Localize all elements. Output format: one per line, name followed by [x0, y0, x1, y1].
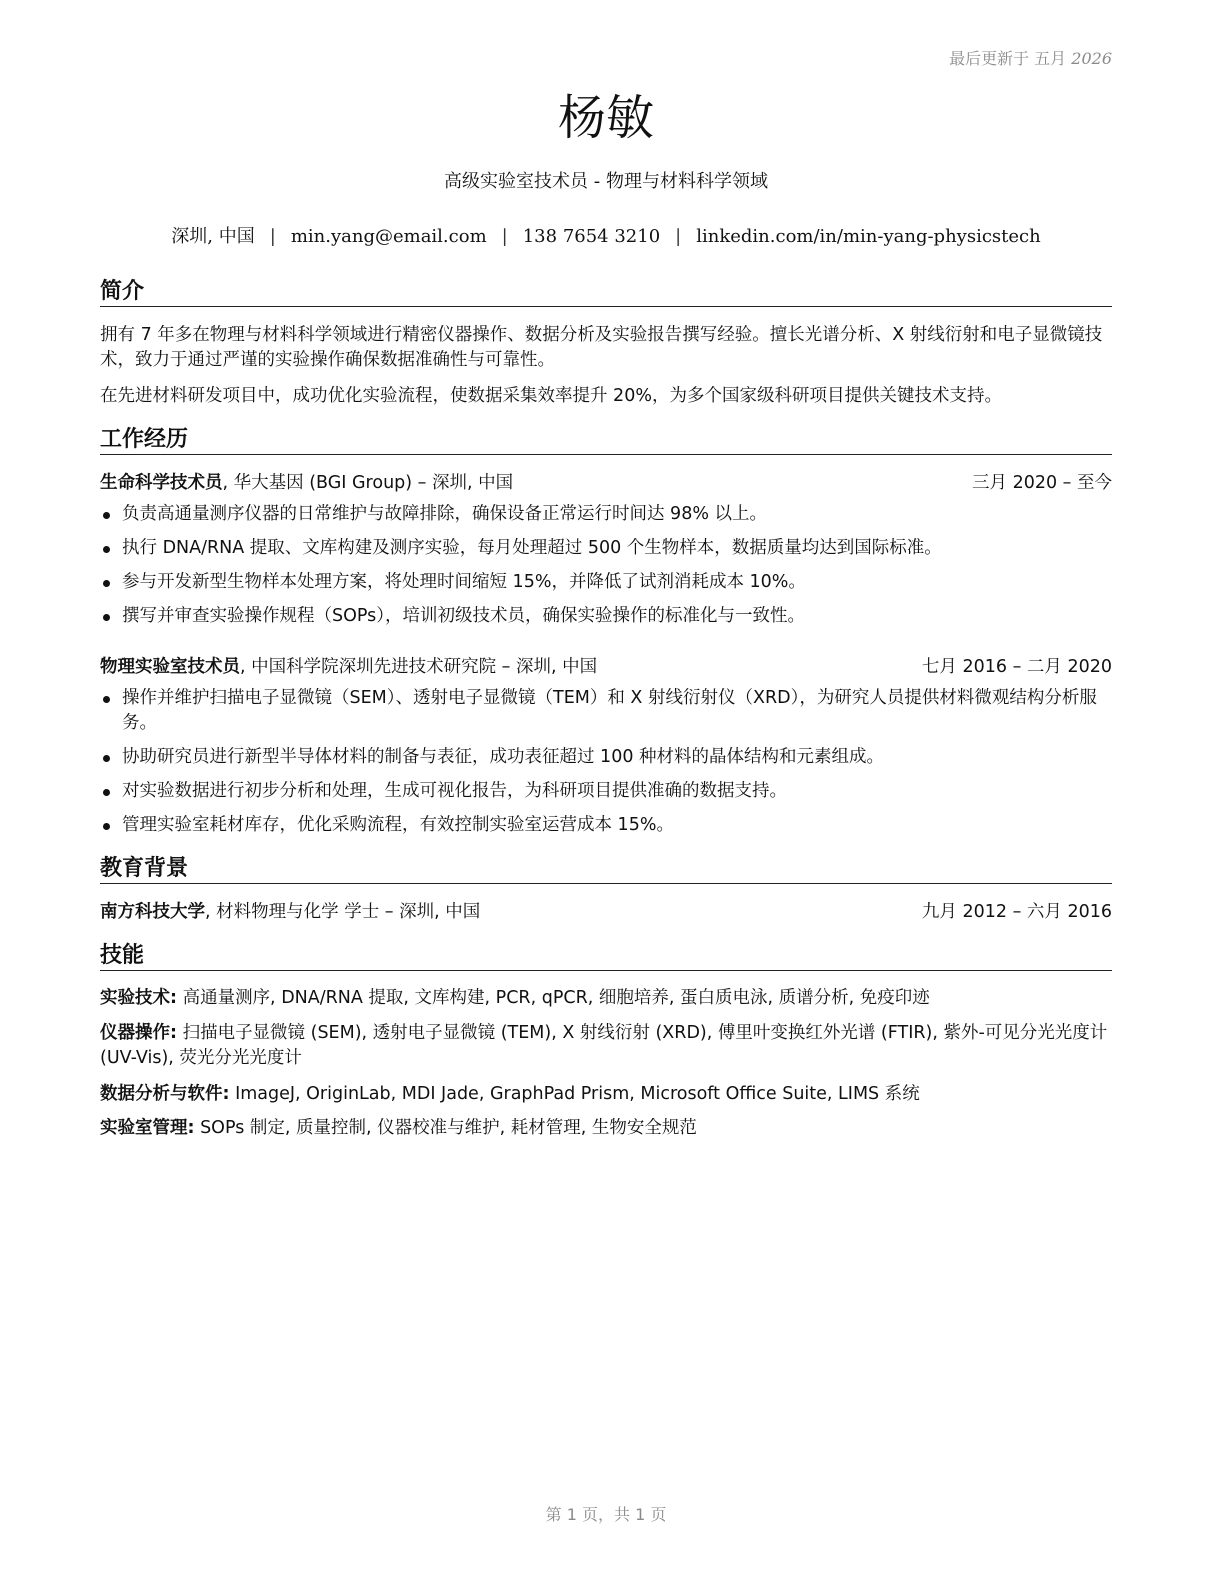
job-bullets	[100, 686, 1112, 847]
skill-label: 仪器操作:	[100, 1023, 177, 1043]
contact-phone: 138 7654 3210	[522, 226, 661, 247]
job-dates: 七月 2016 – 二月 2020	[921, 657, 1112, 677]
contact-linkedin[interactable]: linkedin.com/in/min-yang-physicstech	[696, 226, 1041, 247]
skill-value: ImageJ, OriginLab, MDI Jade, GraphPad Prism, Microsoft Office Suite, LIMS 系统	[229, 1084, 920, 1104]
job-bullet: 对实验数据进行初步分析和处理，生成可视化报告，为科研项目提供准确的数据支持。	[100, 779, 1112, 804]
candidate-name: 杨敏	[557, 90, 654, 146]
school-name: 南方科技大学	[100, 902, 205, 922]
job-org: , 华大基因 (BGI Group) – 深圳, 中国	[222, 473, 514, 493]
contact-location: 深圳, 中国	[171, 226, 255, 247]
job-bullet: 撰写并审查实验操作规程（SOPs），培训初级技术员，确保实验操作的标准化与一致性。	[100, 604, 1112, 629]
skill-line	[100, 1021, 1112, 1071]
resume-page	[100, 0, 1112, 1584]
skill-line	[100, 986, 1112, 1011]
degree-detail: , 材料物理与化学 学士 – 深圳, 中国	[205, 902, 481, 922]
section-title-skills: 技能	[100, 942, 1112, 971]
skill-line	[100, 1116, 1112, 1141]
last-updated-label: 最后更新于 五月	[949, 49, 1067, 68]
contact-email[interactable]: min.yang@email.com	[290, 226, 487, 247]
skill-label: 实验技术:	[100, 988, 177, 1008]
contact-line	[100, 224, 1112, 250]
last-updated-year: 2026	[1071, 49, 1112, 68]
job-header	[100, 470, 1112, 496]
headline: 高级实验室技术员 - 物理与材料科学领域	[444, 171, 768, 192]
education-entry	[100, 899, 1112, 925]
education-dates: 九月 2012 – 六月 2016	[921, 902, 1112, 922]
contact-separator: |	[501, 226, 508, 247]
job-bullet: 参与开发新型生物样本处理方案，将处理时间缩短 15%，并降低了试剂消耗成本 10%。	[100, 570, 1112, 595]
section-title-summary: 简介	[100, 278, 1112, 307]
skill-value: 扫描电子显微镜 (SEM), 透射电子显微镜 (TEM), X 射线衍射 (XRD), 傅里叶变换红外光谱 (FTIR), 紫外-可见分光光度计 (UV-Vis), 荧光分光光度计	[100, 1023, 1108, 1068]
job-title: 物理实验室技术员	[100, 657, 240, 677]
summary-paragraph: 拥有 7 年多在物理与材料科学领域进行精密仪器操作、数据分析及实验报告撰写经验。擅长光谱分析、X 射线衍射和电子显微镜技术，致力于通过严谨的实验操作确保数据准确性与可靠性。	[100, 325, 1103, 370]
job-bullet: 管理实验室耗材库存，优化采购流程，有效控制实验室运营成本 15%。	[100, 813, 1112, 838]
summary-paragraph: 在先进材料研发项目中，成功优化实验流程，使数据采集效率提升 20%，为多个国家级科研项目提供关键技术支持。	[100, 386, 1002, 406]
skill-value: 高通量测序, DNA/RNA 提取, 文库构建, PCR, qPCR, 细胞培养, 蛋白质电泳, 质谱分析, 免疫印迹	[177, 988, 930, 1008]
job-bullet: 协助研究员进行新型半导体材料的制备与表征，成功表征超过 100 种材料的晶体结构和元素组成。	[100, 745, 1112, 770]
job-header	[100, 654, 1112, 680]
job-title: 生命科学技术员	[100, 473, 223, 493]
section-title-experience: 工作经历	[100, 426, 1112, 455]
section-title-education: 教育背景	[100, 855, 1112, 884]
job-bullet: 执行 DNA/RNA 提取、文库构建及测序实验，每月处理超过 500 个生物样本，数据质量均达到国际标准。	[100, 536, 1112, 561]
contact-separator: |	[675, 226, 682, 247]
job-bullet: 操作并维护扫描电子显微镜（SEM）、透射电子显微镜（TEM）和 X 射线衍射仪（XRD），为研究人员提供材料微观结构分析服务。	[100, 686, 1112, 736]
last-updated	[949, 46, 1112, 69]
contact-separator: |	[269, 226, 276, 247]
job-org: , 中国科学院深圳先进技术研究院 – 深圳, 中国	[240, 657, 598, 677]
page-number: 第 1 页，共 1 页	[545, 1505, 667, 1524]
skill-label: 数据分析与软件:	[100, 1084, 230, 1104]
job-bullets	[100, 502, 1112, 638]
job-bullet: 负责高通量测序仪器的日常维护与故障排除，确保设备正常运行时间达 98% 以上。	[100, 502, 1112, 527]
skill-line	[100, 1082, 1112, 1107]
job-dates: 三月 2020 – 至今	[972, 473, 1112, 493]
skill-label: 实验室管理:	[100, 1118, 195, 1138]
skill-value: SOPs 制定, 质量控制, 仪器校准与维护, 耗材管理, 生物安全规范	[194, 1118, 697, 1138]
